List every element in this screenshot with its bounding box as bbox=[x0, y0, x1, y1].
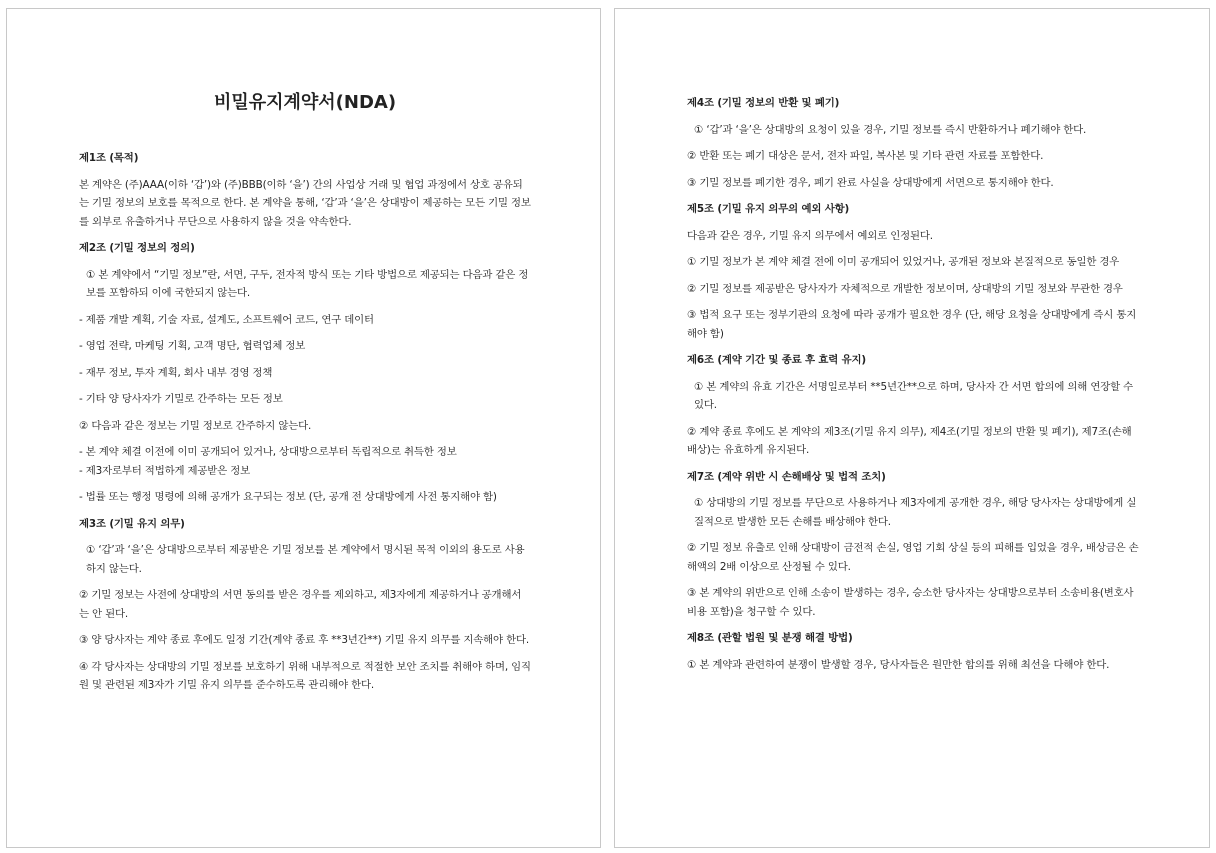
page-content bbox=[79, 91, 531, 703]
article-8-clause-1: ① 본 계약과 관련하여 분쟁이 발생할 경우, 당사자들은 원만한 합의를 위해 최선을 다해야 한다. bbox=[687, 658, 1110, 671]
article-2-bullet: - 법률 또는 행정 명령에 의해 공개가 요구되는 정보 (단, 공개 전 상대방에게 사전 통지해야 함) bbox=[79, 491, 497, 503]
article-7-heading: 제7조 (계약 위반 시 손해배상 및 법적 조치) bbox=[687, 470, 886, 483]
article-3-heading: 제3조 (기밀 유지 의무) bbox=[79, 517, 185, 530]
article-2-bullet: - 기타 양 당사자가 기밀로 간주하는 모든 정보 bbox=[79, 393, 283, 405]
article-1-heading: 제1조 (목적) bbox=[79, 152, 139, 164]
document-page-right bbox=[614, 8, 1210, 848]
article-7-clause-3: ③ 본 계약의 위반으로 인해 소송이 발생하는 경우, 승소한 당사자는 상대방으로부터 소송비용(변호사 비용 포함)을 청구할 수 있다. bbox=[687, 587, 1134, 618]
article-5-heading: 제5조 (기밀 유지 의무의 예외 사항) bbox=[687, 203, 850, 215]
article-2-clause-1: ① 본 계약에서 “기밀 정보”란, 서면, 구두, 전자적 방식 또는 기타 방법으로 제공되는 다음과 같은 정보를 포함하되 이에 국한되지 않는다. bbox=[86, 268, 529, 299]
article-2-bullet: - 본 계약 체결 이전에 이미 공개되어 있거나, 상대방으로부터 독립적으로 취득한 정보 bbox=[79, 446, 457, 458]
article-2-heading: 제2조 (기밀 정보의 정의) bbox=[79, 242, 195, 254]
article-5-intro: 다음과 같은 경우, 기밀 유지 의무에서 예외로 인정된다. bbox=[687, 229, 933, 242]
article-4-clause-3: ③ 기밀 정보를 폐기한 경우, 폐기 완료 사실을 상대방에게 서면으로 통지해야 한다. bbox=[687, 176, 1054, 189]
article-5-clause-3: ③ 법적 요구 또는 정부기관의 요청에 따라 공개가 필요한 경우 (단, 해당 요청을 상대방에게 즉시 통지해야 함) bbox=[687, 309, 1137, 340]
document-page-left bbox=[6, 8, 601, 848]
article-5-clause-1: ① 기밀 정보가 본 계약 체결 전에 이미 공개되어 있었거나, 공개된 정보와 본질적으로 동일한 경우 bbox=[687, 256, 1120, 268]
article-2-clause-2: ② 다음과 같은 정보는 기밀 정보로 간주하지 않는다. bbox=[79, 419, 312, 432]
article-7-clause-2: ② 기밀 정보 유출로 인해 상대방이 금전적 손실, 영업 기회 상실 등의 피해를 입었을 경우, 배상금은 손해액의 2배 이상으로 산정될 수 있다. bbox=[687, 542, 1139, 573]
article-3-clause-1: ① ‘갑’과 ‘을’은 상대방으로부터 제공받은 기밀 정보를 본 계약에서 명시된 목적 이외의 용도로 사용하지 않는다. bbox=[86, 544, 525, 575]
article-3-clause-4: ④ 각 당사자는 상대방의 기밀 정보를 보호하기 위해 내부적으로 적절한 보안 조치를 취해야 하며, 임직원 및 관련된 제3자가 기밀 유지 의무를 준수하도록 관리해야 한다. bbox=[79, 660, 531, 691]
article-6-clause-1: ① 본 계약의 유효 기간은 서명일로부터 **5년간**으로 하며, 당사자 간 서면 합의에 의해 연장할 수 있다. bbox=[694, 380, 1134, 411]
article-3-clause-3: ③ 양 당사자는 계약 종료 후에도 일정 기간(계약 종료 후 **3년간**) 기밀 유지 의무를 지속해야 한다. bbox=[79, 634, 530, 646]
article-3-clause-2: ② 기밀 정보는 사전에 상대방의 서면 동의를 받은 경우를 제외하고, 제3자에게 제공하거나 공개해서는 안 된다. bbox=[79, 589, 522, 620]
article-1-paragraph: 본 계약은 (주)AAA(이하 ‘갑’)와 (주)BBB(이하 ‘을’) 간의 사업상 거래 및 협업 과정에서 상호 공유되는 기밀 정보의 보호를 목적으로 한다. 본 계약을 통해, ‘갑’과 ‘을’은 상대방이 제공하는 모든 기밀 정보를 외부로 유출하거나 무단으로 사용하지 않을 것을 약속한다. bbox=[79, 178, 531, 228]
article-6-heading: 제6조 (계약 기간 및 종료 후 효력 유지) bbox=[687, 354, 866, 366]
page-content bbox=[687, 94, 1139, 682]
article-2-bullet: - 영업 전략, 마케팅 기획, 고객 명단, 협력업체 정보 bbox=[79, 340, 306, 352]
article-4-heading: 제4조 (기밀 정보의 반환 및 폐기) bbox=[687, 97, 840, 109]
article-4-clause-2: ② 반환 또는 폐기 대상은 문서, 전자 파일, 복사본 및 기타 관련 자료를 포함한다. bbox=[687, 150, 1044, 162]
article-5-clause-2: ② 기밀 정보를 제공받은 당사자가 자체적으로 개발한 정보이며, 상대방의 기밀 정보와 무관한 경우 bbox=[687, 282, 1123, 295]
article-2-bullet: - 재무 정보, 투자 계획, 회사 내부 경영 정책 bbox=[79, 366, 273, 379]
document-title: 비밀유지계약서(NDA) bbox=[213, 92, 397, 113]
article-2-bullet: - 제3자로부터 적법하게 제공받은 정보 bbox=[79, 464, 250, 477]
article-4-clause-1: ① ‘갑’과 ‘을’은 상대방의 요청이 있을 경우, 기밀 정보를 즉시 반환하거나 폐기해야 한다. bbox=[694, 123, 1087, 136]
article-6-clause-2: ② 계약 종료 후에도 본 계약의 제3조(기밀 유지 의무), 제4조(기밀 정보의 반환 및 폐기), 제7조(손해배상)는 유효하게 유지된다. bbox=[687, 425, 1132, 456]
article-7-clause-1: ① 상대방의 기밀 정보를 무단으로 사용하거나 제3자에게 공개한 경우, 해당 당사자는 상대방에게 실질적으로 발생한 모든 손해를 배상해야 한다. bbox=[694, 497, 1137, 528]
article-8-heading: 제8조 (관할 법원 및 분쟁 해결 방법) bbox=[687, 632, 853, 644]
article-2-bullet: - 제품 개발 계획, 기술 자료, 설계도, 소프트웨어 코드, 연구 데이터 bbox=[79, 313, 374, 326]
